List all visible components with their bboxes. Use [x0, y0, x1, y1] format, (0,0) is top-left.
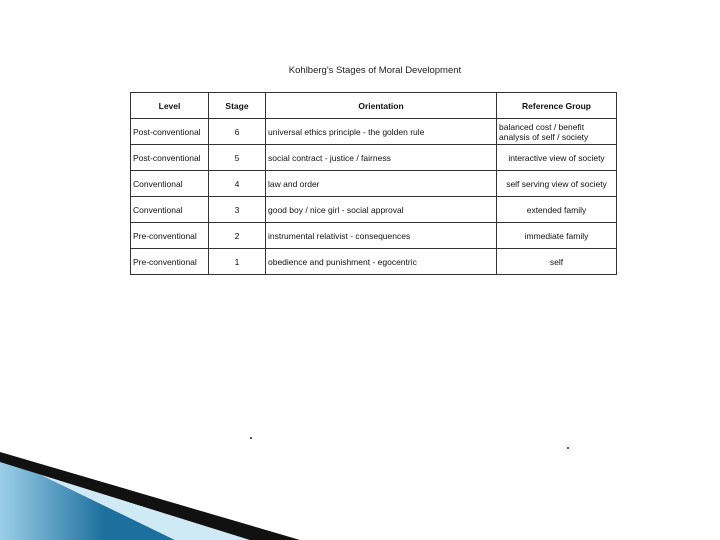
reference-group-cell: immediate family: [497, 223, 617, 249]
stage-cell: 5: [209, 145, 266, 171]
level-cell: Conventional: [131, 171, 209, 197]
reference-group-cell: balanced cost / benefit analysis of self / society: [497, 119, 617, 145]
stage-cell: 2: [209, 223, 266, 249]
stage-cell: 1: [209, 249, 266, 275]
reference-group-cell: extended family: [497, 197, 617, 223]
level-cell: Pre-conventional: [131, 223, 209, 249]
header-reference-group: Reference Group: [497, 93, 617, 119]
level-cell: Post-conventional: [131, 119, 209, 145]
stage-cell: 3: [209, 197, 266, 223]
level-cell: Post-conventional: [131, 145, 209, 171]
table-title: Kohlberg's Stages of Moral Development: [288, 65, 462, 76]
orientation-cell: instrumental relativist - consequences: [266, 223, 497, 249]
reference-group-cell: self serving view of society: [497, 171, 617, 197]
stage-cell: 4: [209, 171, 266, 197]
reference-group-cell: interactive view of society: [497, 145, 617, 171]
header-stage: Stage: [209, 93, 266, 119]
orientation-cell: social contract - justice / fairness: [266, 145, 497, 171]
header-level: Level: [131, 93, 209, 119]
reference-group-cell: self: [497, 249, 617, 275]
orientation-cell: obedience and punishment - egocentric: [266, 249, 497, 275]
level-cell: Pre-conventional: [131, 249, 209, 275]
orientation-cell: universal ethics principle - the golden rule: [266, 119, 497, 145]
orientation-cell: law and order: [266, 171, 497, 197]
level-cell: Conventional: [131, 197, 209, 223]
header-orientation: Orientation: [266, 93, 497, 119]
orientation-cell: good boy / nice girl - social approval: [266, 197, 497, 223]
stage-cell: 6: [209, 119, 266, 145]
